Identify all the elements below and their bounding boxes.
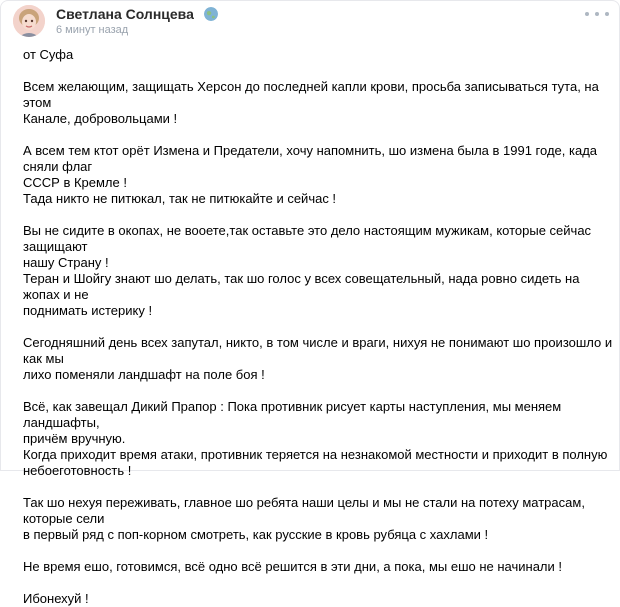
post-timestamp[interactable]: 6 минут назад (56, 24, 129, 36)
post-paragraph: Сегодняшний день всех запутал, никто, в том числе и враги, нихуя не понимают шо произошло и как мы лихо поменяли ландшафт на поле боя ! (23, 335, 613, 382)
post-header (1, 1, 619, 41)
post-paragraph: Всем желающим, защищать Херсон до последней капли крови, просьба записываться тута, на этом Канале, добровольцами ! (23, 79, 599, 126)
author-avatar[interactable] (13, 5, 45, 37)
globe-icon (204, 7, 218, 21)
more-dot (605, 12, 609, 16)
post-paragraph: Так шо нехуя переживать, главное шо ребята наши целы и мы не стали на потеху матрасам, которые сели в первый ряд с поп-корном смотреть, как русские в кровь рубяца с хахлами ! (23, 495, 585, 542)
post-body (23, 47, 613, 607)
author-name[interactable] (56, 6, 218, 22)
more-options-button[interactable] (585, 7, 609, 21)
post-paragraph: Не время ешо, готовимся, всё одно всё решится в эти дни, а пока, мы ешо не начинали ! (23, 559, 563, 574)
post-paragraph: Ибонехуй ! (23, 591, 89, 606)
post-paragraph: Всё, как завещал Дикий Прапор : Пока противник рисует карты наступления, мы меняем ландшафты, причём вручную. Когда приходит время атаки, противник теряется на незнакомой местности и приходит в полную небоеготовность ! (23, 399, 608, 478)
author-name-text[interactable]: Светлана Солнцева (56, 6, 194, 22)
more-dot (585, 12, 589, 16)
post-paragraph: Вы не сидите в окопах, не вооете,так оставьте это дело настоящим мужикам, которые сейчас защищают нашу Страну ! Теран и Шойгу знают шо делать, так шо голос у всех совещательный, нада ровно сидеть на жопах и не поднимать истерику ! (23, 223, 592, 318)
post-paragraph: от Суфа (23, 47, 74, 62)
more-dot (595, 12, 599, 16)
avatar-image-icon (13, 5, 45, 37)
post-paragraph: А всем тем ктот орёт Измена и Предатели, хочу напомнить, шо измена была в 1991 годе, када сняли флаг СССР в Кремле ! Тада никто не питюкал, так не питюкайте и сейчас ! (23, 143, 598, 206)
